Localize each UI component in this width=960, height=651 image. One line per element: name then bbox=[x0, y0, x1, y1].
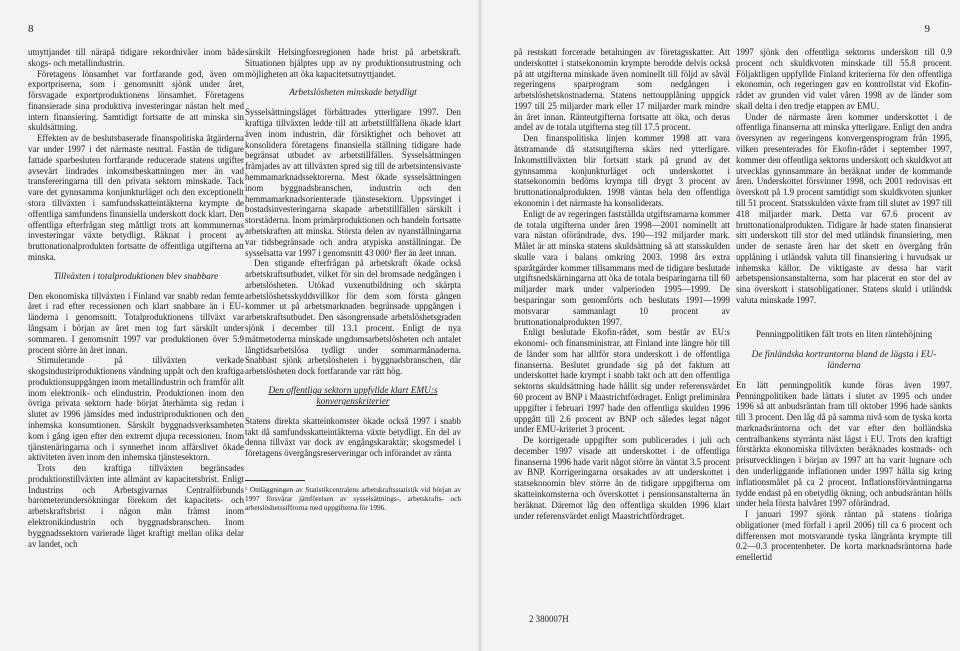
body-paragraph: utnyttjandet till närapå tidigare rekordnivåer inom både skogs- och metallindustrin. bbox=[28, 47, 244, 68]
body-paragraph: Trots den kraftiga tillväxten begränsades produktionstillväxten inte allmänt av kapacitetsbrist. Enligt Industrins och Arbetsgivarnas Centralförbunds barometerundersökningar förekom det kapacitets- och arbetskraftsbrist i någon mån främst inom elektronikindustrin och byggnadsbranschen. Inom byggnadssektorn varierade läget kraftigt mellan olika delar av landet, och bbox=[28, 463, 244, 549]
right-page bbox=[480, 0, 960, 651]
body-paragraph: Företagens lönsamhet var fortfarande god, även om exportpriserna, som i genomsnitt sjönk under året, försvagade exportproduktionens lönsamhet. Företagens finansierade sina produktiva investeringar nästan helt med intern finansiering. Samtidigt fortsatte de att minska sin skuldsättning. bbox=[28, 68, 244, 133]
body-paragraph: I januari 1997 sjönk räntan på statens tioåriga obligationer (med förfall i april 2006) till ca 6 procent och differensen mot motsvarande tyska långränta krympte till 0.2—0.3 procentenheter. De korta marknadsräntorna hade emellertid bbox=[736, 509, 952, 563]
right-page-column-2 bbox=[736, 47, 952, 647]
body-paragraph: En lätt penningpolitik kunde föras även 1997. Penningpolitiken hade lättats i slutet av 1995 och under 1996 så att anbudsräntan fram till oktober 1996 hade sänkts till 3 procent. Den låg då på samma nivå som de tyska korta marknadsräntorna och det var efter den holländska centralbankens styrränta näst lägst i EU. Trots den kraftigt förstärkta ekonomiska tillväxten beräknades kostnads- och prisutvecklingen i början av 1997 att ha varit lugnare och den underliggande inflationen under 1997 hålla sig kring inflationsmålet på ca 2 procent. Inflationsförväntningarna tydde endast på en obetydlig ökning, och anbudsräntan hölls under hela första halvåret 1997 oförändrad. bbox=[736, 379, 952, 509]
body-paragraph: Den stigande efterfrågan på arbetskraft ökade också arbetskraftsutbudet, vilket för sin del bromsade nedgången i arbetslösheten. Utökad vuxenutbildning och skärpta arbetslöshetsskyddsvillkor för dem som första gången kommer ut på arbetsmarknaden begränsade uppgången i arbetskraftsutbudet. Den säsongrensade arbetslöshetsgraden sjönk i december till 13.1 procent. Enligt de nya mätmetoderna minskade ungdomsarbetslösheten och antalet långtidsarbetslösa tydligt under sommarmånaderna. Snabbast sjönk arbetslösheten i byggnadsbranschen, där arbetslösheten dock fortfarande var rätt hög. bbox=[245, 258, 461, 377]
page-number-left: 8 bbox=[28, 23, 34, 35]
body-paragraph: Under de närmaste åren kommer underskottet i de offentliga finanserna att minska ytterligare. Enligt den andra översynen av regeringens konvergensprogram från 1995, vilken presenterades för Ekofin-rådet i september 1997, kommer den offentliga sektorns underskott och skuldkvot att utvecklas gynnsammare än beräknat under de kommande åren. Underskottet försvinner 1998, och 2001 redovisas ett överskott på 1.9 procent samtidigt som skuldkvoten sjunker till 51 procent. Statsskulden växte fram till slutet av 1997 till 418 miljarder mark. Detta var 67.6 procent av bruttonationalprodukten. Tidigare år hade staten finansierat sitt underskott till stor del med utländsk finansiering, men under de senaste åren har det skett en övergång från upplåning i utländsk valuta till finansiering i huvudsak ur inhemska källor. De viktigaste av dessa har varit arbetspensionsanstalterna, som har placerat en stor del av sina överskott i statsobligationer. Statens skuld i utländsk valuta minskade 1997. bbox=[736, 111, 952, 305]
body-paragraph: Den ekonomiska tillväxten i Finland var snabb redan femte året i rad efter recessionen och klart snabbare än i EU-länderna i genomsnitt. Totalproduktionens tillväxt var långsam i början av året men tog fart särskilt under sommaren. I genomsnitt 1997 var produktionen över 5.9 procent större än året innan. bbox=[28, 290, 244, 355]
footnote: ¹ Omläggningen av Statistikcentralens arbetskraftsstatistik vid början av 1997 försvårar jämförelsen av sysselsättnings-, arbetskrafts- och arbetslöshetssiffrorna med uppgifterna för 1996. bbox=[245, 485, 461, 513]
body-paragraph: De korrigerade uppgifter som publicerades i juli och december 1997 visade att underskottet i de offentliga finanserna 1996 hade varit något större än väntat 3.5 procent av BNP. Korrigeringarna orsakades av att underskottet i statsekonomin blev större än de tidigare uppgifterna om skatteinkomsterna och överskottet i pensionsanstalterna än beräknat. Däremot låg den offentliga skulden 1996 klart under referensvärdet enligt Maastrichtfördraget. bbox=[514, 435, 730, 521]
printer-signature: 2 380007H bbox=[529, 614, 569, 624]
body-paragraph: Statens direkta skatteinkomster ökade också 1997 i snabb takt då samfundsskatteintäkterna växte betydligt. En del av denna tillväxt var dock av engångskaraktär; skogsmedel i företagens övergångsreserveringar och införandet av ränta bbox=[245, 415, 461, 459]
left-page-column-1 bbox=[28, 47, 244, 647]
body-paragraph: Effekten av de beslutsbaserade finanspolitiska åtgärderna var under 1997 i det närmaste neutral. Fastän de tidigare fattade sparbesluten fortfarande reducerade statens utgifter avsevärt lindrades inkomstbeskattningen mer än vad transfereringarna till den privata sektorn minskade. Tack vare det gynnsamma konjunkturläget och den exceptionellt stora tillväxten i samfundsskatteintäkterna krympte de offentliga samfundens finansiella underskott dock klart. Den offentliga efterfrågan steg måttligt trots att kommunernas investeringar växte betydligt. Räknat i procent av bruttonationalprodukten fortsatte de offentliga utgifterna att minska. bbox=[28, 133, 244, 262]
left-page-column-2 bbox=[245, 47, 461, 647]
body-paragraph: 1997 sjönk den offentliga sektorns underskott till 0.9 procent och skuldkvoten minskade till 55.8 procent. Följaktligen uppfyllde Finland kriterierna för den offentliga ekonomin, och regeringen gav en kontrollstat vid Ekofin-rådet av grunden vid valet våren 1998 av de länder som skall delta i den tredje etappen av EMU. bbox=[736, 47, 952, 111]
body-paragraph: Den finanspolitiska linjen kommer 1998 att vara åtstramande då statsutgifterna skärs ned ytterligare. Inkomsttillväxten blir fortsatt stark på grund av det gynnsamma konjunkturläget och underskottet i statsekonomin bedöms krympa till drygt 3 procent av bruttonationalprodukten. 1998 väntas hela den offentliga ekonomin i det närmaste ha konsoliderats. bbox=[514, 133, 730, 208]
right-page-column-1 bbox=[514, 47, 730, 647]
body-paragraph: Stimulerande på tillväxten verkade skogsindustriproduktionens vändning uppåt och den kraftiga produktionsuppgången inom metallindustrin och framför allt inom elektronik- och elindustrin. Produktionen inom den övriga privata sektorn hade börjat återhämta sig redan i slutet av 1996 jämsides med industriproduktionen och den inhemska konsumtionen. Särskilt byggnadsverksamheten kom i gång igen efter den extremt djupa recessionen. Inom tjänstenäringarna och i synnerhet inom affärslivet ökade aktiviteten även inom den inhemska tjänstesektorn. bbox=[28, 355, 244, 463]
body-paragraph: särskilt Helsingforsregionen hade brist på arbetskraft. Situationen hjälptes upp av ny produktionsutrustning och möjligheten att öka kapacitetsutnyttjandet. bbox=[245, 47, 461, 79]
footnote-rule bbox=[245, 480, 305, 481]
page-number-right: 9 bbox=[924, 23, 930, 35]
body-paragraph: Enligt beslutade Ekofin-rådet, som består av EU:s ekonomi- och finansministrar, att Finland inte längre hör till de länder som har alltför stora underskott i de offentliga finanserna. Beslutet grundade sig på det faktum att underskottet hade krympt i snabb takt och att den offentliga sektorns skuldsättning hade hållit sig under referensvärdet 60 procent av BNP i Maastrichtfördraget. Enligt preliminära uppgifter i februari 1997 hade den offentliga skulden 1996 uppgått till 2.6 procent av BNP och således legat något under EMU-kriteriet 3 procent. bbox=[514, 327, 730, 435]
body-paragraph: på restskatt forcerade betalningen av företagsskatter. Att underskottet i statsekonomin krympte berodde delvis också på att utgifterna minskade även nominellt till följd av såväl regeringens sparprogram som nedgången i arbetslöshetskostnaderna. Statens nettoupplåning uppgick 1997 till 25 miljarder mark eller 17 miljarder mark mindre än året innan. Ränteutgifterna fortsatte att öka, och deras andel av de totala utgifterna steg till 17.5 procent. bbox=[514, 47, 730, 133]
section-heading: Tillväxten i totalproduktionen blev snabbare bbox=[53, 271, 219, 282]
section-heading: De finländska kortrantorna bland de lägsta i EU-länderna bbox=[751, 349, 937, 371]
section-heading: Penningpolitiken fält trots en liten räntehöjning bbox=[755, 329, 933, 340]
section-heading: Arbetslösheten minskade betydligt bbox=[289, 88, 417, 99]
body-paragraph: Enligt de av regeringen fastställda utgiftsramarna kommer de totala utgifterna under åren 1998—2001 nominellt att vara nästan oförändrade, dvs. 190—192 miljarder mark. Målet är att minska statens skuldsättning så att statsskulden skulle vara i balans omkring 2003. 1998 års extra sparåtgärder kommer tillsammans med de tidigare beslutade utgiftsnedskärningarna att öka de totala besparingarna till 60 miljarder mark under valperioden 1995—1999. De besparingar som genomförts och beslutats 1991—1999 motsvarar sammanlagt 10 procent av bruttonationalprodukten 1997. bbox=[514, 208, 730, 327]
body-paragraph: Sysselsättningsläget förbättrades ytterligare 1997. Den kraftiga tillväxten ledde till att arbetstillfällena ökade klart även inom industrin, där försiktighet och behovet att konsolidera företagens finansiella ställning tidigare hade begränsat utbudet av arbetstillfällen. Sysselsättningen främjades av att tillväxten spred sig till de arbetsintensivaste hemmamarknadssektorerna. Mest ökade sysselsättningen inom byggnadsbranschen, industrin och den hemmamarknadsorienterade tjänstesektorn. Uppsvinget i bostadsinvesteringarna skapade arbetstillfällen särskilt i storstäderna. Inom primärproduktionen och handeln fortsatte arbetskraften att minska. Största delen av nyanställningarna var tidsbegränsade och andra atypiska anställningar. De sysselsatta var 1997 i genomsnitt 43 000¹ fler än året innan. bbox=[245, 107, 461, 258]
section-heading: Den offentliga sektorn uppfyllde klart EMU:s konvergenskriterier bbox=[268, 385, 438, 407]
